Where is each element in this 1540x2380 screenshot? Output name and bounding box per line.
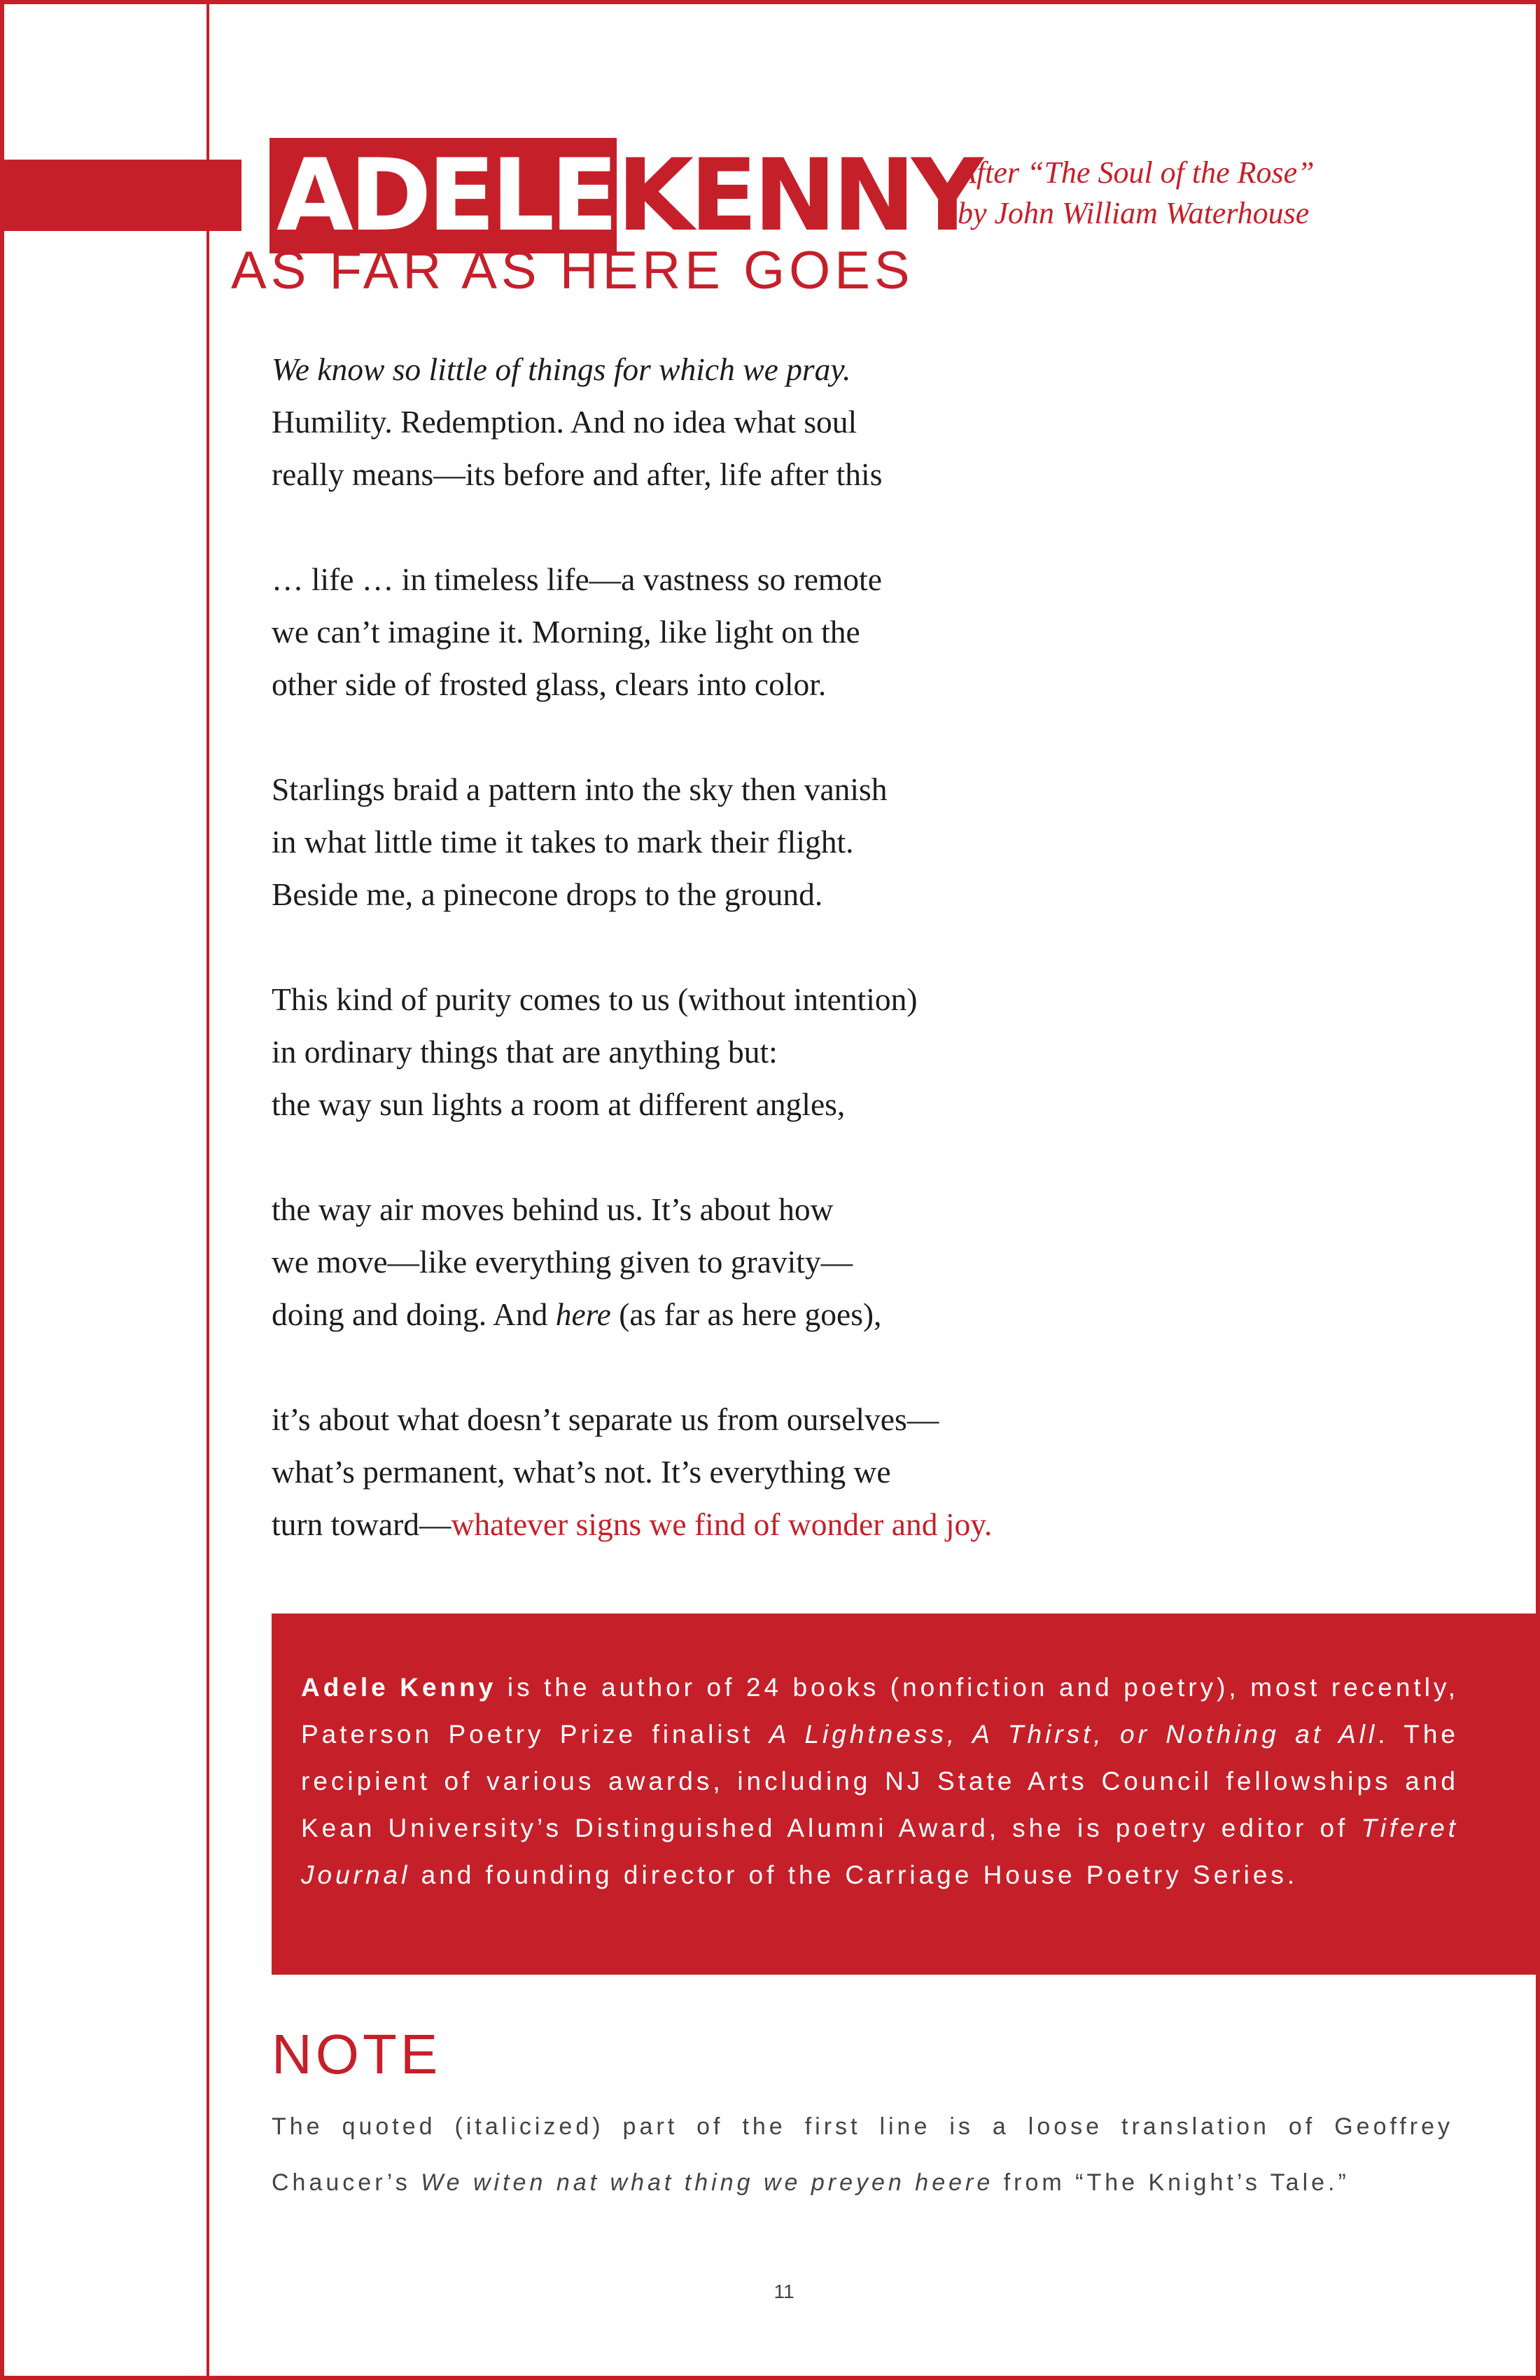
stanza — [272, 763, 1217, 920]
bio-journal-title: Tiferet Journal — [301, 1814, 1459, 1889]
note-text — [272, 2099, 1453, 2211]
note-quote: We witen nat what thing we preyen heere — [421, 2169, 994, 2196]
poem-highlight: whatever signs we find of wonder and joy. — [451, 1506, 993, 1542]
page-number: 11 — [774, 2281, 794, 2302]
poem-line: We know so little of things for which we pray. — [272, 351, 851, 387]
note-text-part: The quoted (italicized) part of the first line is a loose translation of Geoffrey Chaucer’s — [272, 2113, 1453, 2196]
epigraph — [958, 153, 1315, 234]
stanza — [272, 553, 1217, 710]
poem-line: the way sun lights a room at different angles, — [272, 1086, 846, 1122]
poem-line: Humility. Redemption. And no idea what soul — [272, 404, 858, 440]
poem-line: in what little time it takes to mark their flight. — [272, 824, 854, 860]
poem-line: the way air moves behind us. It’s about how — [272, 1191, 834, 1227]
epigraph-line: After “The Soul of the Rose” — [958, 155, 1315, 190]
bio-text: is the author of 24 books (nonfiction and poetry), most recently, Paterson Poetry Prize finalist — [301, 1673, 1459, 1749]
stanza — [272, 343, 1217, 500]
poem-line: in ordinary things that are anything but: — [272, 1034, 778, 1070]
epigraph-line: by John William Waterhouse — [958, 196, 1310, 230]
poem-line: This kind of purity comes to us (without intention) — [272, 981, 918, 1017]
stanza — [272, 1183, 1217, 1340]
poem-line: really means—its before and after, life after this — [272, 456, 883, 492]
poem-title: AS FAR AS HERE GOES — [231, 241, 914, 300]
author-bio-box — [272, 1614, 1540, 1975]
name-accent-bar — [0, 160, 241, 231]
stanza — [272, 973, 1217, 1130]
poem-body — [272, 343, 1217, 1603]
poem-line — [272, 1288, 1217, 1340]
poem-line: we can’t imagine it. Morning, like light on the — [272, 614, 860, 650]
bio-text: . The recipient of various awards, including NJ State Arts Council fellowships and Kean University’s Distinguished Alumni Award, she is poetry editor of — [301, 1720, 1459, 1842]
bio-text: and founding director of the Carriage House Poetry Series. — [410, 1861, 1298, 1889]
bio-author-name: Adele Kenny — [301, 1673, 497, 1702]
poem-line: what’s permanent, what’s not. It’s everything we — [272, 1454, 891, 1490]
note-heading: NOTE — [272, 2023, 442, 2085]
poem-line: we move—like everything given to gravity— — [272, 1244, 853, 1280]
poem-line — [272, 1498, 1217, 1550]
poem-line: it’s about what doesn’t separate us from ourselves— — [272, 1401, 939, 1437]
bio-book-title: A Lightness, A Thirst, or Nothing at All — [769, 1720, 1378, 1749]
poem-line: … life … in timeless life—a vastness so remote — [272, 561, 882, 597]
author-bio — [301, 1664, 1459, 1898]
author-name — [270, 138, 979, 253]
poem-text: (as far as here goes), — [610, 1296, 882, 1332]
poem-line: Starlings braid a pattern into the sky then vanish — [272, 771, 888, 807]
note-text-part: from “The Knight’s Tale.” — [993, 2169, 1350, 2196]
stanza — [272, 1393, 1217, 1550]
poem-italic-word: here — [555, 1296, 611, 1332]
author-last-name: KENNY — [617, 138, 979, 253]
vertical-rule — [206, 0, 209, 2380]
poem-line: other side of frosted glass, clears into color. — [272, 666, 827, 702]
author-first-name: ADELE — [270, 138, 617, 253]
poem-line: Beside me, a pinecone drops to the ground. — [272, 876, 823, 912]
poem-text: doing and doing. And — [272, 1296, 556, 1332]
poem-text: turn toward— — [272, 1506, 451, 1542]
